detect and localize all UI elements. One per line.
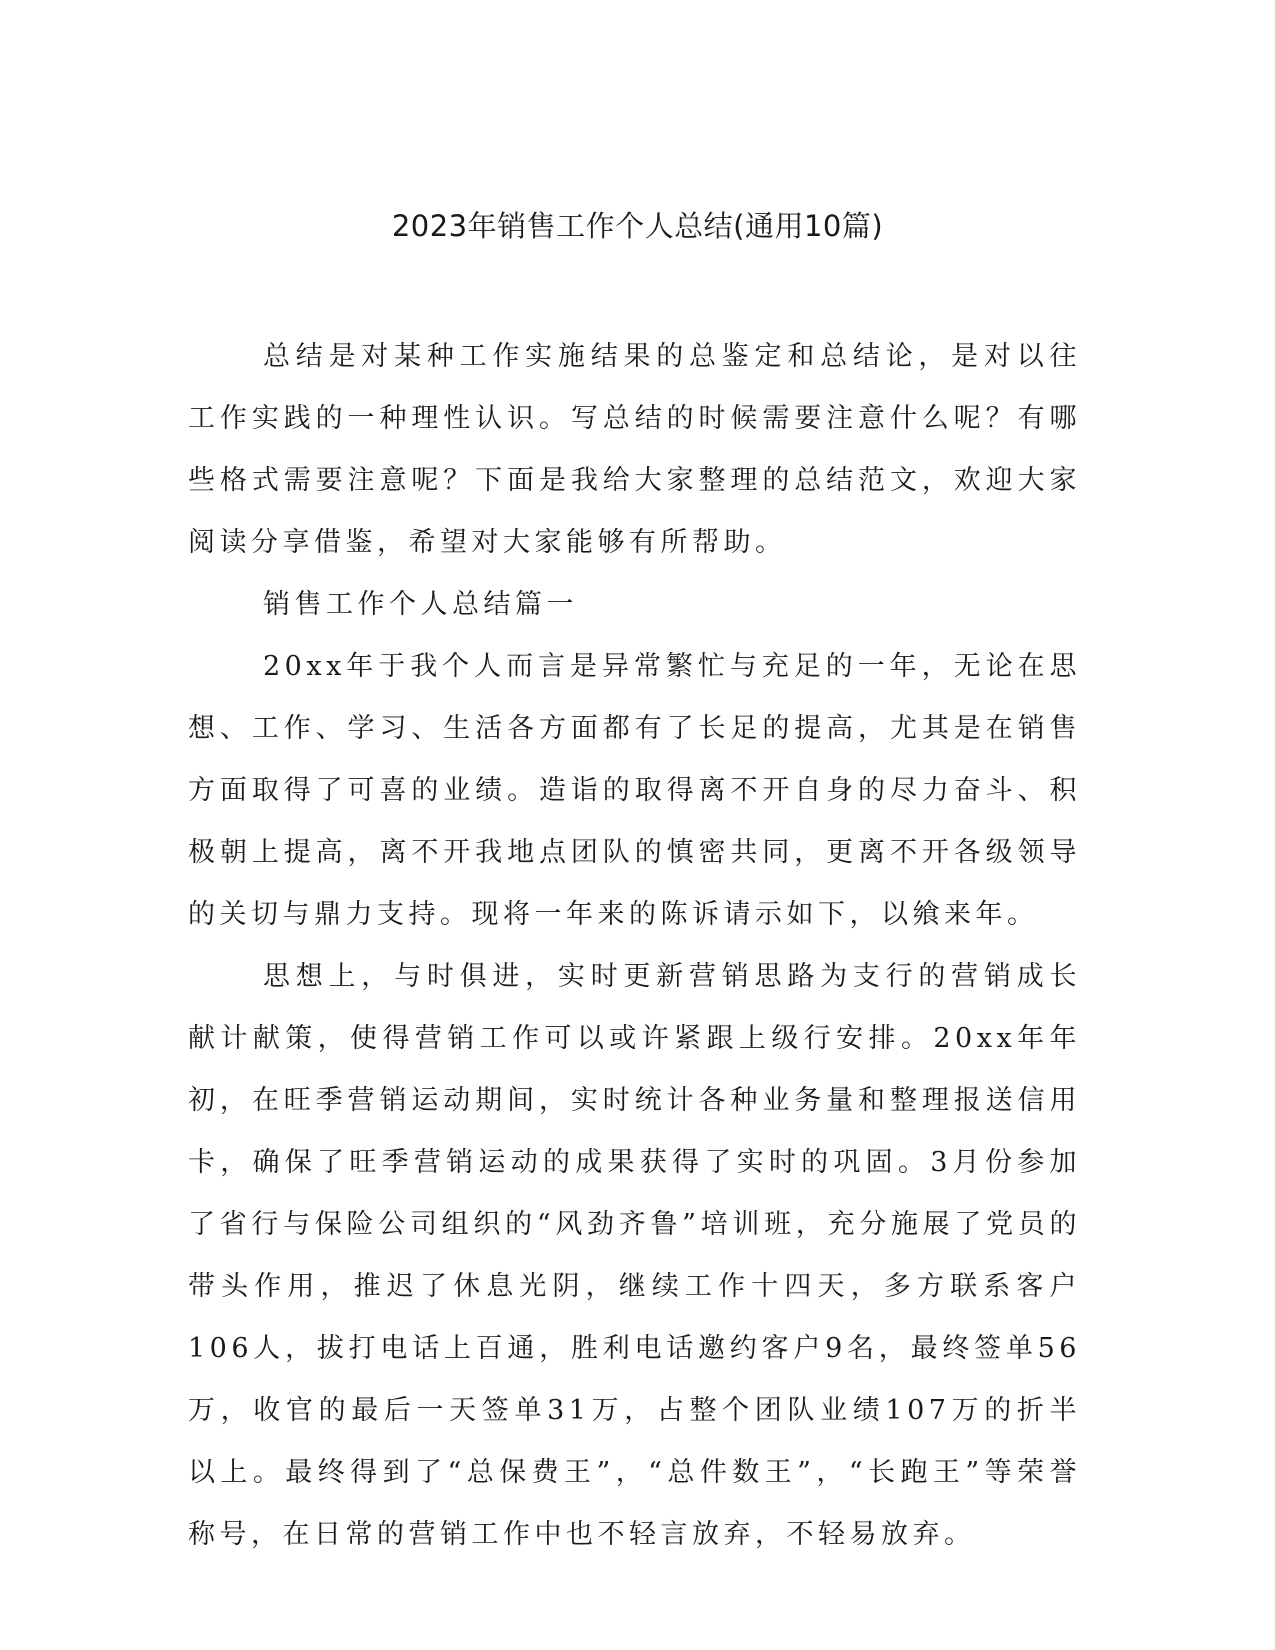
intro-paragraph: 总结是对某种工作实施结果的总鉴定和总结论，是对以往工作实践的一种理性认识。写总结的时候需要注意什么呢？有哪些格式需要注意呢？下面是我给大家整理的总结范文，欢迎大家阅读分享借鉴，希望对大家能够有所帮助。 [188,341,1081,558]
body-paragraph: 20xx年于我个人而言是异常繁忙与充足的一年，无论在思想、工作、学习、生活各方面都有了长足的提高，尤其是在销售方面取得了可喜的业绩。造诣的取得离不开自身的尽力奋斗、积极朝上提高，离不开我地点团队的慎密共同，更离不开各级领导的关切与鼎力支持。现将一年来的陈诉请示如下，以飨来年。 [188,651,1081,930]
document-body [188,326,1081,1566]
body-paragraph: 思想上，与时俱进，实时更新营销思路为支行的营销成长献计献策，使得营销工作可以或许紧跟上级行安排。20xx年年初，在旺季营销运动期间，实时统计各种业务量和整理报送信用卡，确保了旺季营销运动的成果获得了实时的巩固。3月份参加了省行与保险公司组织的“风劲齐鲁”培训班，充分施展了党员的带头作用，推迟了休息光阴，继续工作十四天，多方联系客户106人，拔打电话上百通，胜利电话邀约客户9名，最终签单56万，收官的最后一天签单31万，占整个团队业绩107万的折半以上。最终得到了“总保费王”，“总件数王”，“长跑王”等荣誉称号，在日常的营销工作中也不轻言放弃，不轻易放弃。 [188,961,1081,1550]
section-heading: 销售工作个人总结篇一 [263,589,578,620]
document-title: 2023年销售工作个人总结(通用10篇) [391,209,884,243]
